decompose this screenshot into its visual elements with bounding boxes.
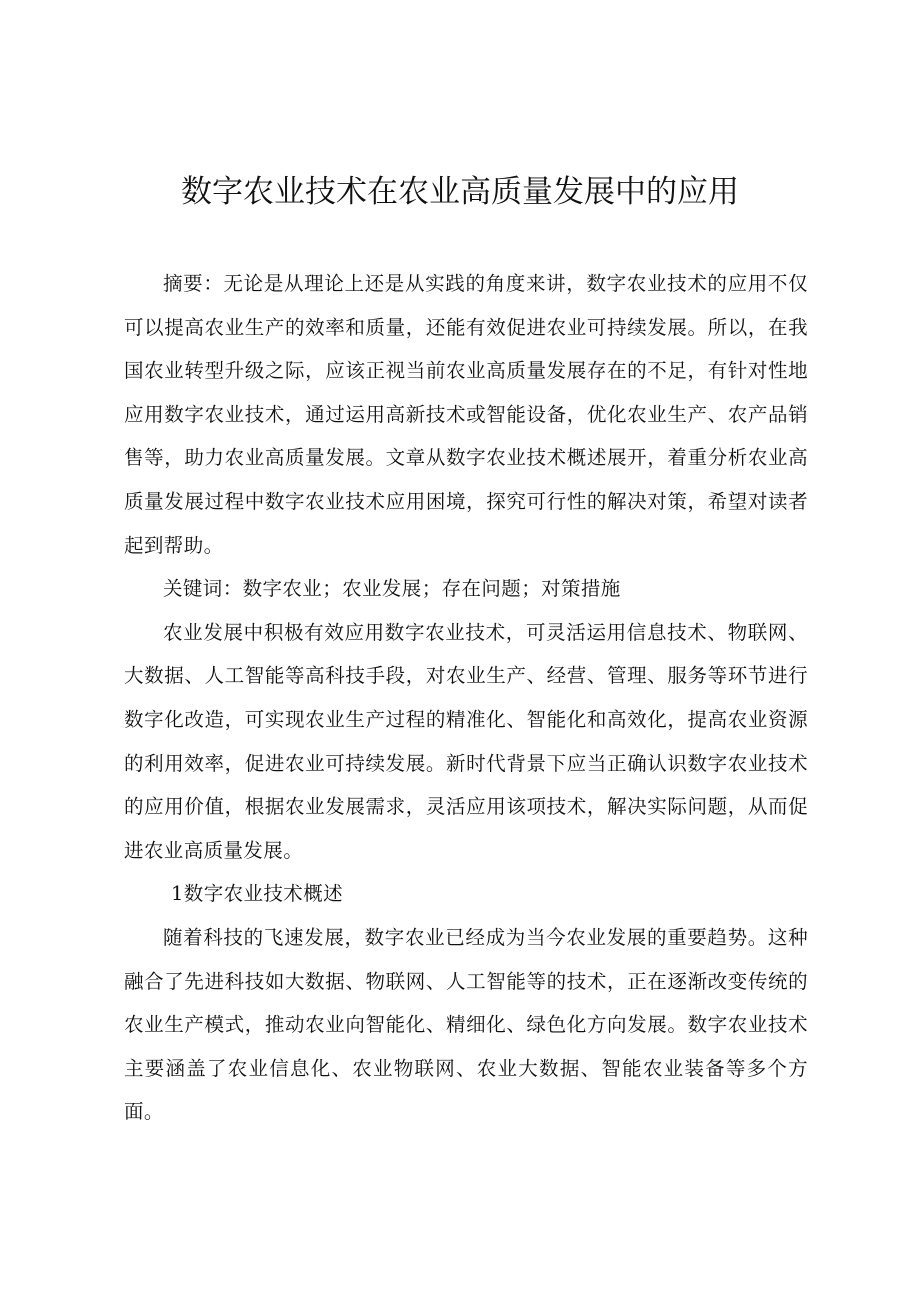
document-title: 数字农业技术在农业高质量发展中的应用 [181, 174, 739, 210]
intro-paragraph: 农业发展中积极有效应用数字农业技术，可灵活运用信息技术、物联网、大数据、人工智能等高科技手段，对农业生产、经营、管理、服务等环节进行数字化改造，可实现农业生产过程的精准化、智能化和高效化，提高农业资源的利用效率，促进农业可持续发展。新时代背景下应当正确认识数字农业技术的应用价值，根据农业发展需求，灵活应用该项技术，解决实际问题，从而促进农业高质量发展。 [124, 620, 808, 862]
section-heading: 1数字农业技术概述 [171, 882, 344, 906]
section-paragraph: 随着科技的飞速发展，数字农业已经成为当今农业发展的重要趋势。这种融合了先进科技如大数据、物联网、人工智能等的技术，正在逐渐改变传统的农业生产模式，推动农业向智能化、精细化、绿色化方向发展。数字农业技术主要涵盖了农业信息化、农业物联网、农业大数据、智能农业装备等多个方面。 [124, 925, 808, 1124]
abstract-paragraph: 摘要：无论是从理论上还是从实践的角度来讲，数字农业技术的应用不仅可以提高农业生产的效率和质量，还能有效促进农业可持续发展。所以，在我国农业转型升级之际，应该正视当前农业高质量发展存在的不足，有针对性地应用数字农业技术，通过运用高新技术或智能设备，优化农业生产、农产品销售等，助力农业高质量发展。文章从数字农业技术概述展开，着重分析农业高质量发展过程中数字农业技术应用困境，探究可行性的解决对策，希望对读者起到帮助。 [124, 272, 808, 557]
document-body [124, 262, 808, 1134]
keywords-line: 关键词：数字农业；农业发展；存在问题；对策措施 [163, 577, 621, 601]
